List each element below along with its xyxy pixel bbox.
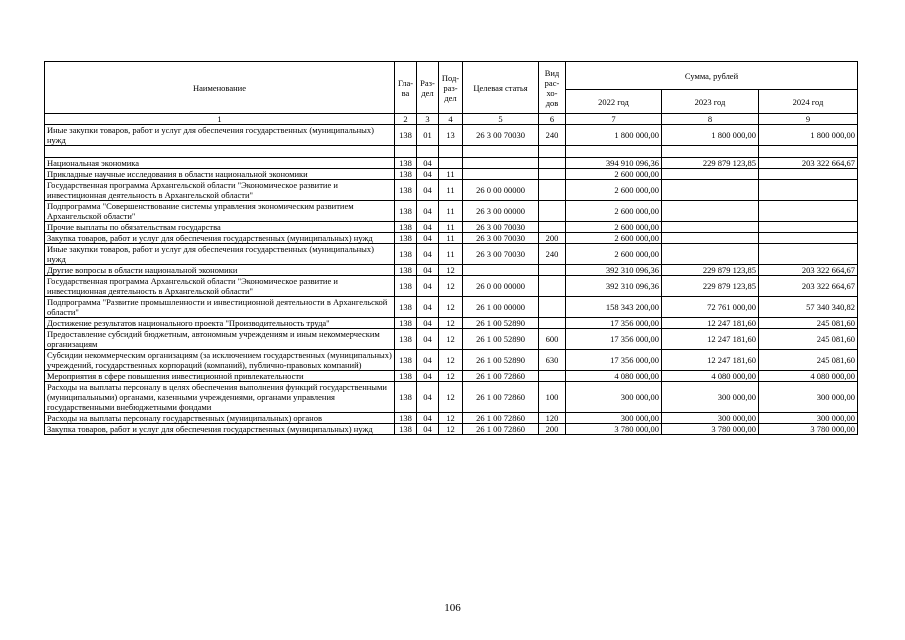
row-vid xyxy=(539,371,566,382)
row-sum-2022: 17 356 000,00 xyxy=(566,329,662,350)
row-sum-2022: 2 600 000,00 xyxy=(566,222,662,233)
row-razdel: 04 xyxy=(417,382,439,413)
row-podrazdel: 12 xyxy=(439,350,463,371)
row-sum-2022: 3 780 000,00 xyxy=(566,424,662,435)
header-year-2022: 2022 год xyxy=(566,90,662,114)
row-name: Иные закупки товаров, работ и услуг для обеспечения государственных (муниципальных) нужд xyxy=(45,244,395,265)
row-vid: 200 xyxy=(539,233,566,244)
table-row xyxy=(45,125,858,146)
row-sum-2022: 2 600 000,00 xyxy=(566,244,662,265)
row-vid xyxy=(539,180,566,201)
row-vid: 240 xyxy=(539,244,566,265)
header-year-2023: 2023 год xyxy=(662,90,759,114)
row-podrazdel: 11 xyxy=(439,233,463,244)
row-sum-2024 xyxy=(759,244,858,265)
table-row xyxy=(45,318,858,329)
column-number: 7 xyxy=(566,114,662,125)
row-target: 26 3 00 70030 xyxy=(463,233,539,244)
row-name: Расходы на выплаты персоналу государственных (муниципальных) органов xyxy=(45,413,395,424)
table-row xyxy=(45,265,858,276)
row-sum-2022: 300 000,00 xyxy=(566,382,662,413)
row-sum-2023 xyxy=(662,244,759,265)
row-target: 26 1 00 00000 xyxy=(463,297,539,318)
row-sum-2022: 2 600 000,00 xyxy=(566,180,662,201)
header-podrazdel: Под-раз-дел xyxy=(439,62,463,114)
row-sum-2024: 245 081,60 xyxy=(759,318,858,329)
row-target xyxy=(463,146,539,158)
row-glava: 138 xyxy=(395,424,417,435)
row-podrazdel: 11 xyxy=(439,201,463,222)
row-vid: 120 xyxy=(539,413,566,424)
row-name: Закупка товаров, работ и услуг для обеспечения государственных (муниципальных) нужд xyxy=(45,233,395,244)
row-target: 26 0 00 00000 xyxy=(463,276,539,297)
row-glava: 138 xyxy=(395,222,417,233)
row-name: Закупка товаров, работ и услуг для обеспечения государственных (муниципальных) нужд xyxy=(45,424,395,435)
table-row xyxy=(45,201,858,222)
row-target: 26 1 00 52890 xyxy=(463,329,539,350)
row-sum-2024: 1 800 000,00 xyxy=(759,125,858,146)
row-razdel xyxy=(417,146,439,158)
row-glava: 138 xyxy=(395,125,417,146)
table-row xyxy=(45,297,858,318)
table-row xyxy=(45,158,858,169)
header-target: Целевая статья xyxy=(463,62,539,114)
row-sum-2023: 229 879 123,85 xyxy=(662,265,759,276)
row-glava: 138 xyxy=(395,329,417,350)
table-row xyxy=(45,276,858,297)
row-razdel: 04 xyxy=(417,265,439,276)
table-row xyxy=(45,329,858,350)
row-sum-2024 xyxy=(759,201,858,222)
table-row xyxy=(45,233,858,244)
table-row xyxy=(45,350,858,371)
row-vid xyxy=(539,265,566,276)
row-sum-2022: 392 310 096,36 xyxy=(566,265,662,276)
row-sum-2024: 203 322 664,67 xyxy=(759,265,858,276)
row-vid xyxy=(539,158,566,169)
row-podrazdel: 13 xyxy=(439,125,463,146)
row-name: Подпрограмма "Совершенствование системы управления экономическим развитием Архангельской области" xyxy=(45,201,395,222)
table-row xyxy=(45,382,858,413)
row-sum-2024: 203 322 664,67 xyxy=(759,158,858,169)
row-sum-2024 xyxy=(759,222,858,233)
row-sum-2023: 229 879 123,85 xyxy=(662,276,759,297)
row-sum-2022: 17 356 000,00 xyxy=(566,318,662,329)
row-vid xyxy=(539,222,566,233)
row-target xyxy=(463,158,539,169)
row-podrazdel: 11 xyxy=(439,169,463,180)
row-glava: 138 xyxy=(395,371,417,382)
row-vid xyxy=(539,318,566,329)
row-target: 26 3 00 00000 xyxy=(463,201,539,222)
row-razdel: 04 xyxy=(417,244,439,265)
row-glava xyxy=(395,146,417,158)
row-sum-2023: 229 879 123,85 xyxy=(662,158,759,169)
row-vid: 630 xyxy=(539,350,566,371)
table-row xyxy=(45,413,858,424)
row-sum-2023: 12 247 181,60 xyxy=(662,329,759,350)
row-target: 26 3 00 70030 xyxy=(463,244,539,265)
row-razdel: 04 xyxy=(417,169,439,180)
row-razdel: 04 xyxy=(417,201,439,222)
row-sum-2022: 2 600 000,00 xyxy=(566,169,662,180)
row-sum-2024: 300 000,00 xyxy=(759,413,858,424)
row-razdel: 04 xyxy=(417,371,439,382)
row-name: Государственная программа Архангельской области "Экономическое развитие и инвестиционная деятельность в Архангельской области" xyxy=(45,276,395,297)
row-razdel: 04 xyxy=(417,413,439,424)
row-podrazdel: 12 xyxy=(439,297,463,318)
row-sum-2024 xyxy=(759,146,858,158)
row-sum-2023 xyxy=(662,146,759,158)
row-sum-2022: 158 343 200,00 xyxy=(566,297,662,318)
row-sum-2024: 245 081,60 xyxy=(759,350,858,371)
row-podrazdel: 11 xyxy=(439,244,463,265)
row-sum-2024: 203 322 664,67 xyxy=(759,276,858,297)
row-target: 26 3 00 70030 xyxy=(463,222,539,233)
row-sum-2023: 4 080 000,00 xyxy=(662,371,759,382)
row-glava: 138 xyxy=(395,318,417,329)
row-razdel: 04 xyxy=(417,318,439,329)
column-number-row xyxy=(45,114,858,125)
row-vid: 100 xyxy=(539,382,566,413)
row-sum-2022: 2 600 000,00 xyxy=(566,233,662,244)
row-name: Предоставление субсидий бюджетным, автономным учреждениям и иным некоммерческим организациям xyxy=(45,329,395,350)
row-target: 26 0 00 00000 xyxy=(463,180,539,201)
header-razdel: Раз-дел xyxy=(417,62,439,114)
row-razdel: 04 xyxy=(417,233,439,244)
row-glava: 138 xyxy=(395,169,417,180)
table-row xyxy=(45,424,858,435)
table-row xyxy=(45,180,858,201)
row-sum-2024 xyxy=(759,169,858,180)
row-razdel: 04 xyxy=(417,276,439,297)
header-sum: Сумма, рублей xyxy=(566,62,858,90)
row-podrazdel: 11 xyxy=(439,180,463,201)
row-sum-2023 xyxy=(662,222,759,233)
row-podrazdel: 12 xyxy=(439,424,463,435)
row-name: Достижение результатов национального проекта "Производительность труда" xyxy=(45,318,395,329)
row-vid xyxy=(539,201,566,222)
row-sum-2023: 12 247 181,60 xyxy=(662,318,759,329)
row-razdel: 04 xyxy=(417,158,439,169)
row-name: Прочие выплаты по обязательствам государства xyxy=(45,222,395,233)
row-sum-2022: 394 910 096,36 xyxy=(566,158,662,169)
row-sum-2023 xyxy=(662,169,759,180)
header-name: Наименование xyxy=(45,62,395,114)
row-name: Субсидии некоммерческим организациям (за исключением государственных (муниципальных) учреждений, государственных корпораций (компаний), публично-правовых компаний) xyxy=(45,350,395,371)
row-vid: 240 xyxy=(539,125,566,146)
row-razdel: 04 xyxy=(417,329,439,350)
row-target: 26 1 00 72860 xyxy=(463,413,539,424)
header-vid: Вид рас-хо-дов xyxy=(539,62,566,114)
row-sum-2022: 1 800 000,00 xyxy=(566,125,662,146)
row-sum-2022: 300 000,00 xyxy=(566,413,662,424)
row-glava: 138 xyxy=(395,201,417,222)
budget-table xyxy=(44,61,858,435)
row-podrazdel: 12 xyxy=(439,276,463,297)
column-number: 3 xyxy=(417,114,439,125)
row-name: Иные закупки товаров, работ и услуг для обеспечения государственных (муниципальных) нужд xyxy=(45,125,395,146)
table-row xyxy=(45,169,858,180)
row-sum-2024: 300 000,00 xyxy=(759,382,858,413)
row-sum-2023 xyxy=(662,180,759,201)
row-sum-2024: 4 080 000,00 xyxy=(759,371,858,382)
row-vid xyxy=(539,276,566,297)
row-razdel: 04 xyxy=(417,297,439,318)
row-glava: 138 xyxy=(395,233,417,244)
row-podrazdel xyxy=(439,158,463,169)
row-sum-2024: 57 340 340,82 xyxy=(759,297,858,318)
row-sum-2022: 4 080 000,00 xyxy=(566,371,662,382)
row-razdel: 04 xyxy=(417,350,439,371)
row-sum-2023: 1 800 000,00 xyxy=(662,125,759,146)
row-target: 26 1 00 52890 xyxy=(463,318,539,329)
table-row xyxy=(45,244,858,265)
row-name: Прикладные научные исследования в области национальной экономики xyxy=(45,169,395,180)
row-sum-2024 xyxy=(759,180,858,201)
row-sum-2023: 12 247 181,60 xyxy=(662,350,759,371)
row-vid xyxy=(539,297,566,318)
column-number: 2 xyxy=(395,114,417,125)
row-podrazdel: 12 xyxy=(439,371,463,382)
row-sum-2023 xyxy=(662,233,759,244)
table-row xyxy=(45,222,858,233)
row-target: 26 3 00 70030 xyxy=(463,125,539,146)
row-glava: 138 xyxy=(395,382,417,413)
row-target xyxy=(463,265,539,276)
row-vid: 600 xyxy=(539,329,566,350)
row-sum-2024: 245 081,60 xyxy=(759,329,858,350)
row-sum-2022: 2 600 000,00 xyxy=(566,201,662,222)
row-sum-2024: 3 780 000,00 xyxy=(759,424,858,435)
column-number: 5 xyxy=(463,114,539,125)
row-podrazdel: 12 xyxy=(439,413,463,424)
row-sum-2023: 300 000,00 xyxy=(662,413,759,424)
row-razdel: 01 xyxy=(417,125,439,146)
row-glava: 138 xyxy=(395,276,417,297)
column-number: 9 xyxy=(759,114,858,125)
header-glava: Гла-ва xyxy=(395,62,417,114)
row-podrazdel: 11 xyxy=(439,222,463,233)
row-vid: 200 xyxy=(539,424,566,435)
row-glava: 138 xyxy=(395,297,417,318)
row-podrazdel: 12 xyxy=(439,265,463,276)
row-razdel: 04 xyxy=(417,180,439,201)
column-number: 4 xyxy=(439,114,463,125)
row-name: Мероприятия в сфере повышения инвестиционной привлекательности xyxy=(45,371,395,382)
row-sum-2022: 392 310 096,36 xyxy=(566,276,662,297)
column-number: 1 xyxy=(45,114,395,125)
row-sum-2023: 300 000,00 xyxy=(662,382,759,413)
header-year-2024: 2024 год xyxy=(759,90,858,114)
row-target xyxy=(463,169,539,180)
row-name xyxy=(45,146,395,158)
row-glava: 138 xyxy=(395,265,417,276)
row-glava: 138 xyxy=(395,413,417,424)
row-sum-2023: 72 761 000,00 xyxy=(662,297,759,318)
column-number: 8 xyxy=(662,114,759,125)
row-name: Другие вопросы в области национальной экономики xyxy=(45,265,395,276)
row-glava: 138 xyxy=(395,158,417,169)
row-razdel: 04 xyxy=(417,222,439,233)
row-vid xyxy=(539,146,566,158)
row-target: 26 1 00 52890 xyxy=(463,350,539,371)
row-podrazdel: 12 xyxy=(439,382,463,413)
row-sum-2024 xyxy=(759,233,858,244)
row-target: 26 1 00 72860 xyxy=(463,382,539,413)
row-sum-2023: 3 780 000,00 xyxy=(662,424,759,435)
table-row xyxy=(45,146,858,158)
row-sum-2022 xyxy=(566,146,662,158)
row-name: Расходы на выплаты персоналу в целях обеспечения выполнения функций государственными (муниципальными) органами, казенными учреждениями, органами управления государственными внебюджетными фондами xyxy=(45,382,395,413)
row-podrazdel: 12 xyxy=(439,318,463,329)
table-row xyxy=(45,371,858,382)
row-glava: 138 xyxy=(395,244,417,265)
column-number: 6 xyxy=(539,114,566,125)
page-number: 106 xyxy=(444,602,461,614)
row-sum-2023 xyxy=(662,201,759,222)
row-glava: 138 xyxy=(395,180,417,201)
row-sum-2022: 17 356 000,00 xyxy=(566,350,662,371)
row-name: Государственная программа Архангельской области "Экономическое развитие и инвестиционная деятельность в Архангельской области" xyxy=(45,180,395,201)
row-target: 26 1 00 72860 xyxy=(463,371,539,382)
row-podrazdel: 12 xyxy=(439,329,463,350)
row-name: Подпрограмма "Развитие промышленности и инвестиционной деятельности в Архангельской области" xyxy=(45,297,395,318)
row-target: 26 1 00 72860 xyxy=(463,424,539,435)
row-podrazdel xyxy=(439,146,463,158)
row-razdel: 04 xyxy=(417,424,439,435)
row-glava: 138 xyxy=(395,350,417,371)
row-vid xyxy=(539,169,566,180)
row-name: Национальная экономика xyxy=(45,158,395,169)
